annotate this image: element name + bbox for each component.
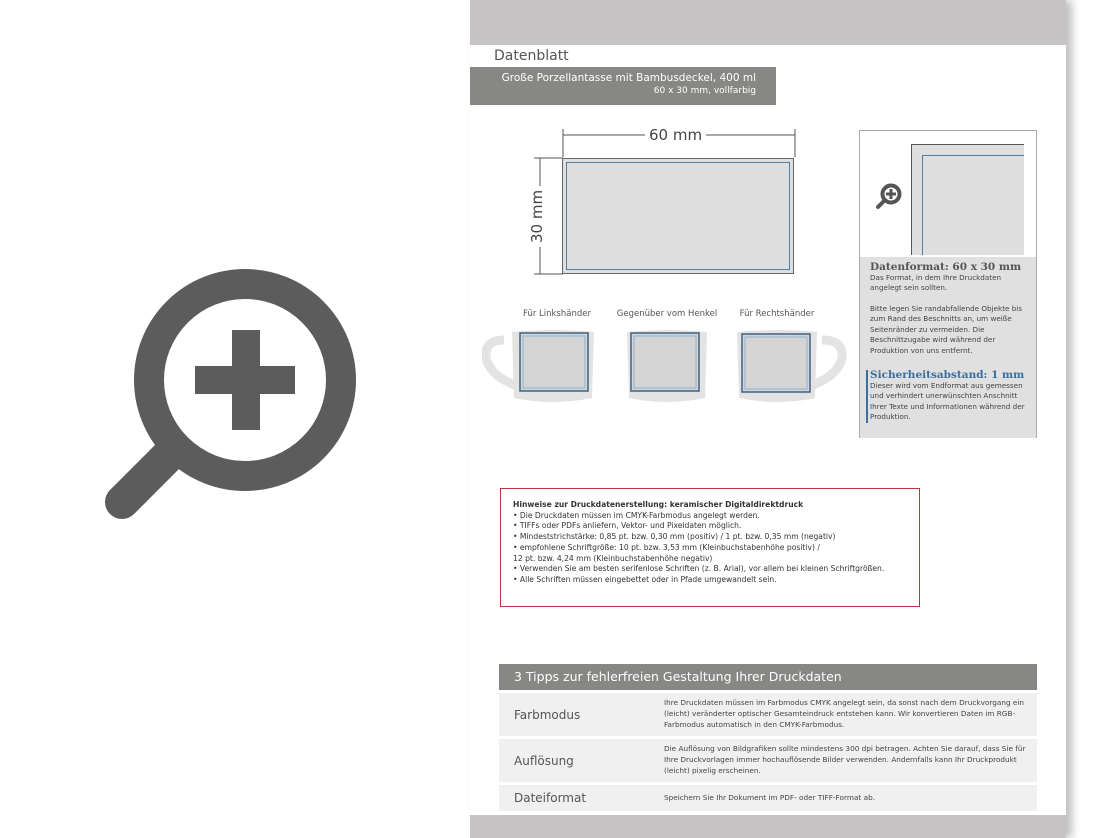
tip-text: Die Auflösung von Bildgrafiken sollte mindestens 300 dpi betragen. Achten Sie darauf, dass Sie für Ihre Druckvorlagen immer hochauflösende Bilder verwenden. Andernfalls kann Ihr Druckprodukt (leicht) pixelig erscheinen. [664, 744, 1026, 775]
tip-label: Dateiformat [514, 791, 587, 805]
mug-left [486, 330, 594, 402]
hint-line: • Mindeststrichstärke: 0,85 pt. bzw. 0,30 mm (positiv) / 1 pt. bzw. 0,35 mm (negativ) [513, 532, 836, 542]
tip-label: Auflösung [514, 753, 574, 768]
hint-line: • Verwenden Sie am besten serifenlose Schriften (z. B. Arial), vor allem bei kleinen Schriftgrößen. [513, 564, 885, 574]
header-band [470, 0, 1066, 45]
hint-line: • TIFFs oder PDFs anliefern, Vektor- und Pixeldaten möglich. [513, 521, 742, 531]
zoom-in-magnifier-icon[interactable] [100, 262, 360, 522]
height-label: 30 mm [528, 186, 546, 247]
format-title: Datenformat: 60 x 30 mm [870, 261, 1022, 273]
product-name: Große Porzellantasse mit Bambusdeckel, 400 ml [501, 72, 756, 84]
hint-line: • Die Druckdaten müssen im CMYK-Farbmodus angelegt werden. [513, 510, 760, 520]
mug-label-right: Für Rechtshänder [739, 309, 815, 319]
mug-label-left: Für Linkshänder [523, 309, 591, 319]
tip-text: Ihre Druckdaten müssen im Farbmodus CMYK angelegt sein, da sonst nach dem Druckvorgang ein (leicht) veränderter optischer Gesamteindruck entstehen kann. Wir konvertieren Daten im RGB-Farbmodus automatisch in den CMYK-Farbmodus. [664, 698, 1025, 729]
safety-title: Sicherheitsabstand: 1 mm [870, 369, 1025, 381]
product-banner [470, 67, 776, 105]
tips-table [499, 664, 1037, 811]
hint-line: • empfohlene Schriftgröße: 10 pt. bzw. 3,53 mm (Kleinbuchstabenhöhe positiv) / [513, 542, 820, 552]
print-hints-box [500, 488, 920, 607]
table-row [499, 693, 1037, 736]
hints-title: Hinweise zur Druckdatenerstellung: keramischer Digitaldirektdruck [513, 500, 804, 509]
page-title: Datenblatt [470, 45, 591, 67]
hint-line: • Alle Schriften müssen eingebettet oder in Pfade umgewandelt sein. [513, 574, 777, 584]
format-info-box [859, 130, 1037, 438]
mug-illustrations [482, 328, 852, 408]
bleed-text: Bitte legen Sie randabfallende Objekte bis zum Rand des Beschnitts an, um weiße Seitenränder zu vermeiden. Die Beschnittzugabe wird während der Produktion von uns entfernt. [870, 303, 1023, 355]
mug-right [737, 330, 842, 402]
mug-label-center: Gegenüber vom Henkel [616, 309, 718, 319]
width-label: 60 mm [645, 126, 706, 144]
datasheet-page [470, 0, 1066, 838]
table-row [499, 785, 1037, 811]
corner-detail [911, 144, 1024, 255]
format-text: Das Format, in dem Ihre Druckdaten angelegt sein sollten. [870, 272, 1002, 292]
print-area-diagram [562, 158, 794, 274]
zoom-in-icon[interactable] [874, 181, 904, 211]
footer-band [470, 815, 1066, 838]
tip-text: Speichern Sie Ihr Dokument im PDF- oder TIFF-Format ab. [664, 792, 876, 802]
table-row [499, 739, 1037, 782]
mug-center [627, 330, 707, 402]
safety-text: Dieser wird vom Endformat aus gemessen und verhindert unerwünschten Anschnitt Ihrer Texte und Informationen während der Produktion. [870, 380, 1025, 421]
tip-label: Farbmodus [514, 707, 581, 722]
product-format: 60 x 30 mm, vollfarbig [653, 86, 756, 96]
tips-title: 3 Tipps zur fehlerfreien Gestaltung Ihrer Druckdaten [499, 664, 1037, 690]
hint-line: 12 pt. bzw. 4,24 mm (Kleinbuchstabenhöhe negativ) [513, 553, 713, 563]
